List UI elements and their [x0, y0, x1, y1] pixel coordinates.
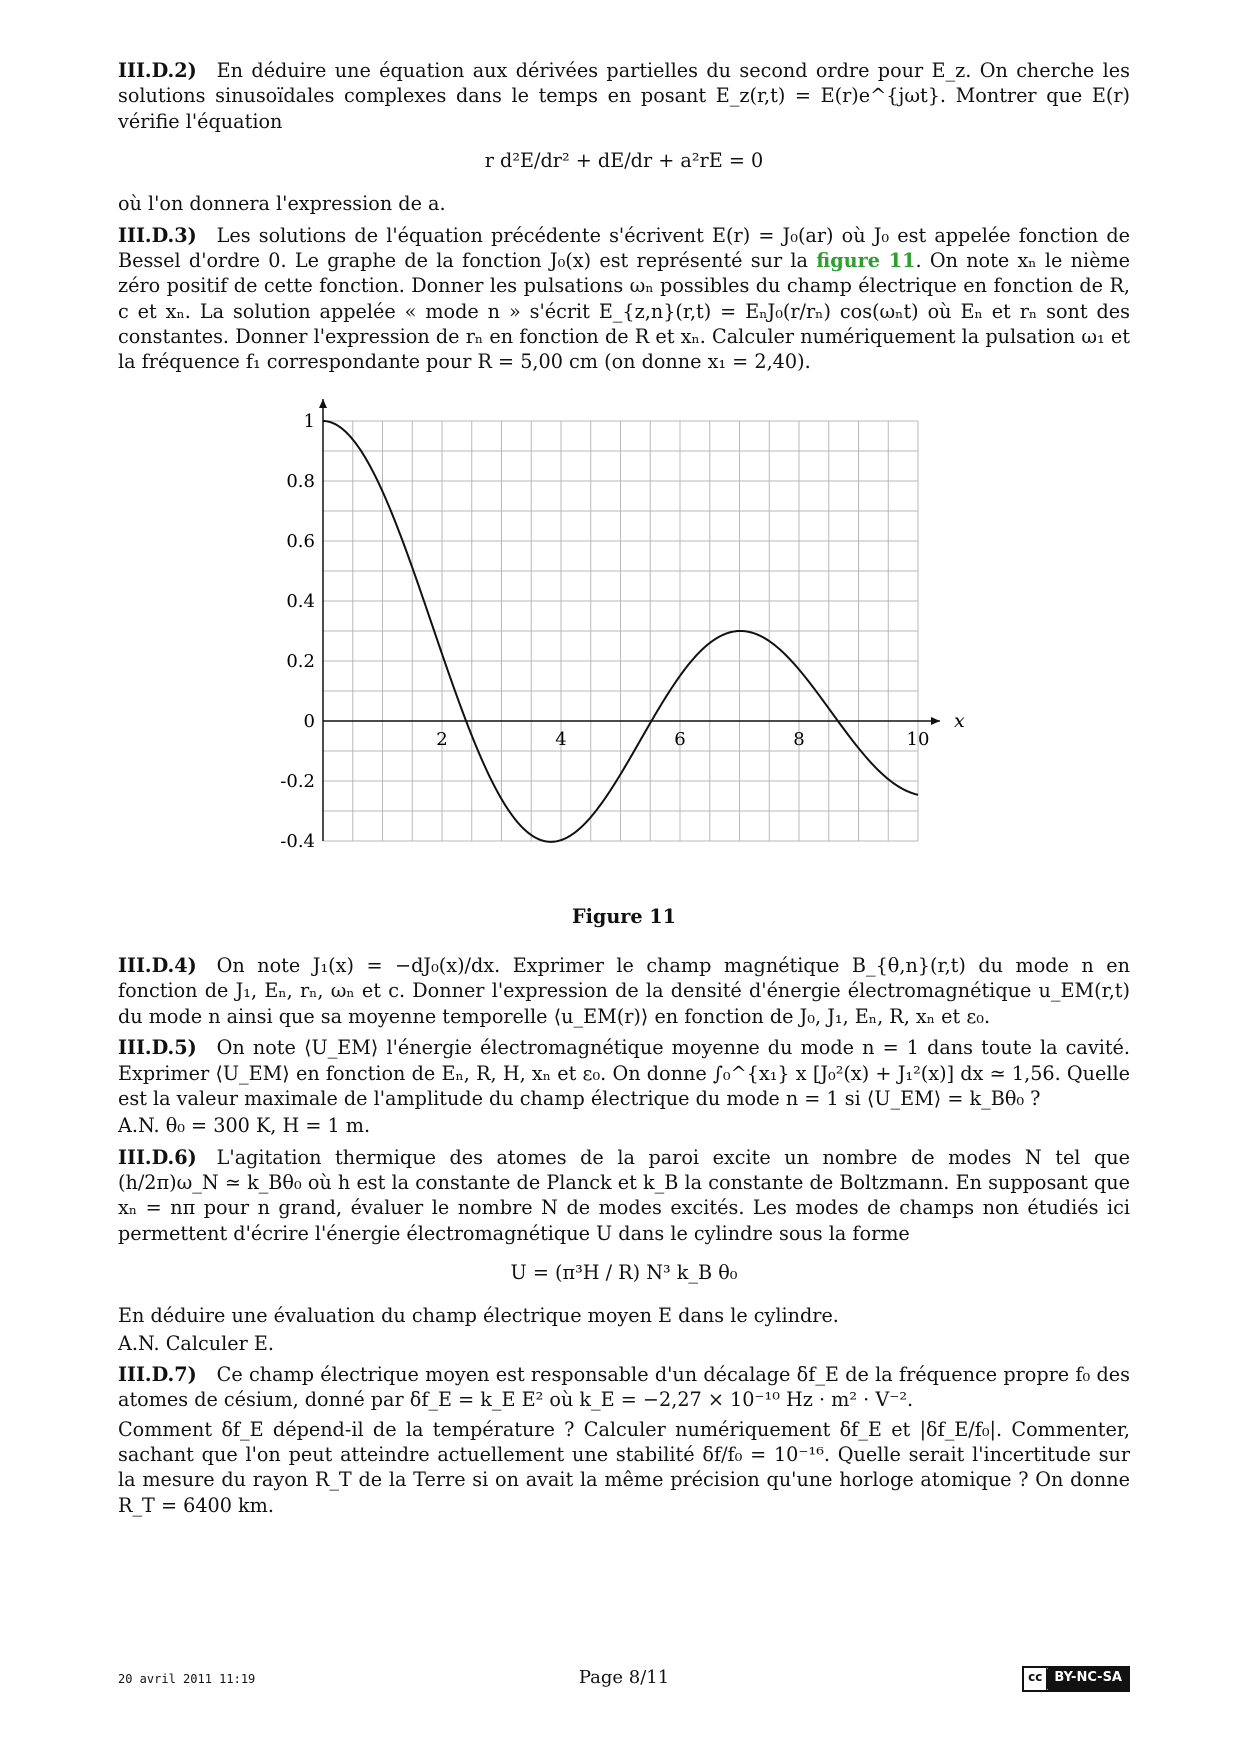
license-badge[interactable] — [1022, 1666, 1130, 1692]
question-d7-text2: Comment δf_E dépend-il de la température ? Calculer numériquement δf_E et |δf_E/f₀|. Commenter, sachant que l'on peut atteindre actuellement une stabilité δf/f₀ = 10⁻¹⁶. Quelle serait l'incertitude sur la mesure du rayon R_T de la Terre si on avait la même précision qu'une horloge atomique ? On donne R_T = 6400 km. — [118, 1417, 1130, 1517]
x-tick-label: 8 — [793, 728, 805, 750]
question-label: III.D.6) — [118, 1145, 197, 1169]
question-d4 — [118, 953, 1130, 1029]
figure-caption: Figure 11 — [572, 904, 676, 928]
y-tick-label: -0.2 — [280, 770, 315, 792]
question-d3 — [118, 223, 1130, 375]
y-tick-label: 1 — [303, 410, 315, 432]
bessel-chart — [118, 391, 1130, 896]
question-text: Ce champ électrique moyen est responsable d'un décalage δf_E de la fréquence propre f₀ des atomes de césium, donné par δf_E = k_E E² où k_E = −2,27 × 10⁻¹⁰ Hz · m² · V⁻². — [118, 1362, 1130, 1412]
question-d2-after: où l'on donnera l'expression de a. — [118, 192, 446, 216]
question-label: III.D.5) — [118, 1036, 197, 1060]
question-text: En déduire une équation aux dérivées partielles du second ordre pour E_z. On cherche les solutions sinusoïdales complexes dans le temps en posant E_z(r,t) = E(r)e^{jωt}. Montrer que E(r) vérifie l'équation — [118, 59, 1130, 133]
question-label: III.D.2) — [118, 59, 197, 82]
x-tick-label: 10 — [906, 728, 930, 750]
footer-date: 20 avril 2011 11:19 — [118, 1672, 256, 1686]
figure-link[interactable]: figure 11 — [816, 249, 916, 273]
question-d6-an: A.N. Calculer E. — [118, 1331, 274, 1355]
x-axis-label: x — [954, 709, 965, 732]
y-tick-label: 0.4 — [286, 590, 315, 612]
question-text-cont: . On note xₙ le nième zéro positif de cette fonction. Donner les pulsations ωₙ possibles du champ électrique en fonction de R, c et xₙ. La solution appelée « mode n » s'écrit E_{z,n}(r,t) = EₙJ₀(r/rₙ) cos(ωₙt) où Eₙ et rₙ sont des constantes. Donner l'expression de rₙ en fonction de R et xₙ. Calculer numériquement la pulsation ω₁ et la fréquence f₁ correspondante pour R = 5,00 cm (on donne x₁ = 2,40). — [118, 249, 1130, 374]
question-d2 — [118, 58, 1130, 134]
y-tick-label: 0.2 — [286, 650, 315, 672]
y-axis-arrow — [319, 399, 327, 408]
question-text: On note J₁(x) = −dJ₀(x)/dx. Exprimer le champ magnétique B_{θ,n}(r,t) du mode n en fonction de J₁, Eₙ, rₙ, ωₙ et c. Donner l'expression de la densité d'énergie électromagnétique u_EM(r,t) du mode n ainsi que sa moyenne temporelle ⟨u_EM(r)⟩ en fonction de J₀, J₁, Eₙ, R, xₙ et ε₀. — [118, 954, 1130, 1028]
question-text: On note ⟨U_EM⟩ l'énergie électromagnétique moyenne du mode n = 1 dans toute la cavité. Exprimer ⟨U_EM⟩ en fonction de Eₙ, R, H, xₙ et ε₀. On donne ∫₀^{x₁} x [J₀²(x) + J₁²(x)] dx ≃ 1,56. Quelle est la valeur maximale de l'amplitude du champ électrique du mode n = 1 si ⟨U_EM⟩ = k_Bθ₀ ? — [118, 1036, 1130, 1110]
question-d6 — [118, 1145, 1130, 1246]
y-tick-label: 0.6 — [286, 530, 315, 552]
question-text: Les solutions de l'équation précédente s'écrivent E(r) = J₀(ar) où J₀ est appelée fonction de Bessel d'ordre 0. Le graphe de la fonction J₀(x) est représenté sur la — [118, 223, 1130, 273]
x-tick-label: 2 — [436, 728, 448, 750]
question-d6-after: En déduire une évaluation du champ électrique moyen E dans le cylindre. — [118, 1304, 839, 1328]
cc-icon: cc — [1024, 1668, 1048, 1690]
page-footer — [118, 1666, 1130, 1696]
question-d5-an: A.N. θ₀ = 300 K, H = 1 m. — [118, 1114, 371, 1138]
question-label: III.D.3) — [118, 223, 197, 247]
y-tick-label: -0.4 — [280, 830, 315, 852]
question-label: III.D.7) — [118, 1362, 197, 1386]
figure-11 — [118, 391, 1130, 896]
question-text: L'agitation thermique des atomes de la paroi excite un nombre de modes N tel que (h/2π)ω_N ≃ k_Bθ₀ où h est la constante de Planck et k_B la constante de Boltzmann. En supposant que xₙ = nπ pour n grand, évaluer le nombre N de modes excités. Les modes de champs non étudiés ici permettent d'écrire l'énergie électromagnétique U dans le cylindre sous la forme — [118, 1145, 1130, 1245]
equation-energy: U = (π³H / R) N³ k_B θ₀ — [510, 1260, 738, 1284]
x-axis-arrow — [931, 717, 940, 725]
license-text: BY-NC-SA — [1048, 1668, 1128, 1690]
question-d7 — [118, 1362, 1130, 1413]
question-label: III.D.4) — [118, 954, 197, 978]
equation-bessel: r d²E/dr² + dE/dr + a²rE = 0 — [484, 149, 764, 173]
y-tick-label: 0 — [303, 710, 315, 732]
x-tick-label: 6 — [674, 728, 686, 750]
question-d5 — [118, 1035, 1130, 1111]
y-tick-label: 0.8 — [286, 470, 315, 492]
x-tick-label: 4 — [555, 728, 567, 750]
footer-page-number: Page 8/11 — [578, 1667, 670, 1688]
document-body — [118, 58, 1130, 1520]
